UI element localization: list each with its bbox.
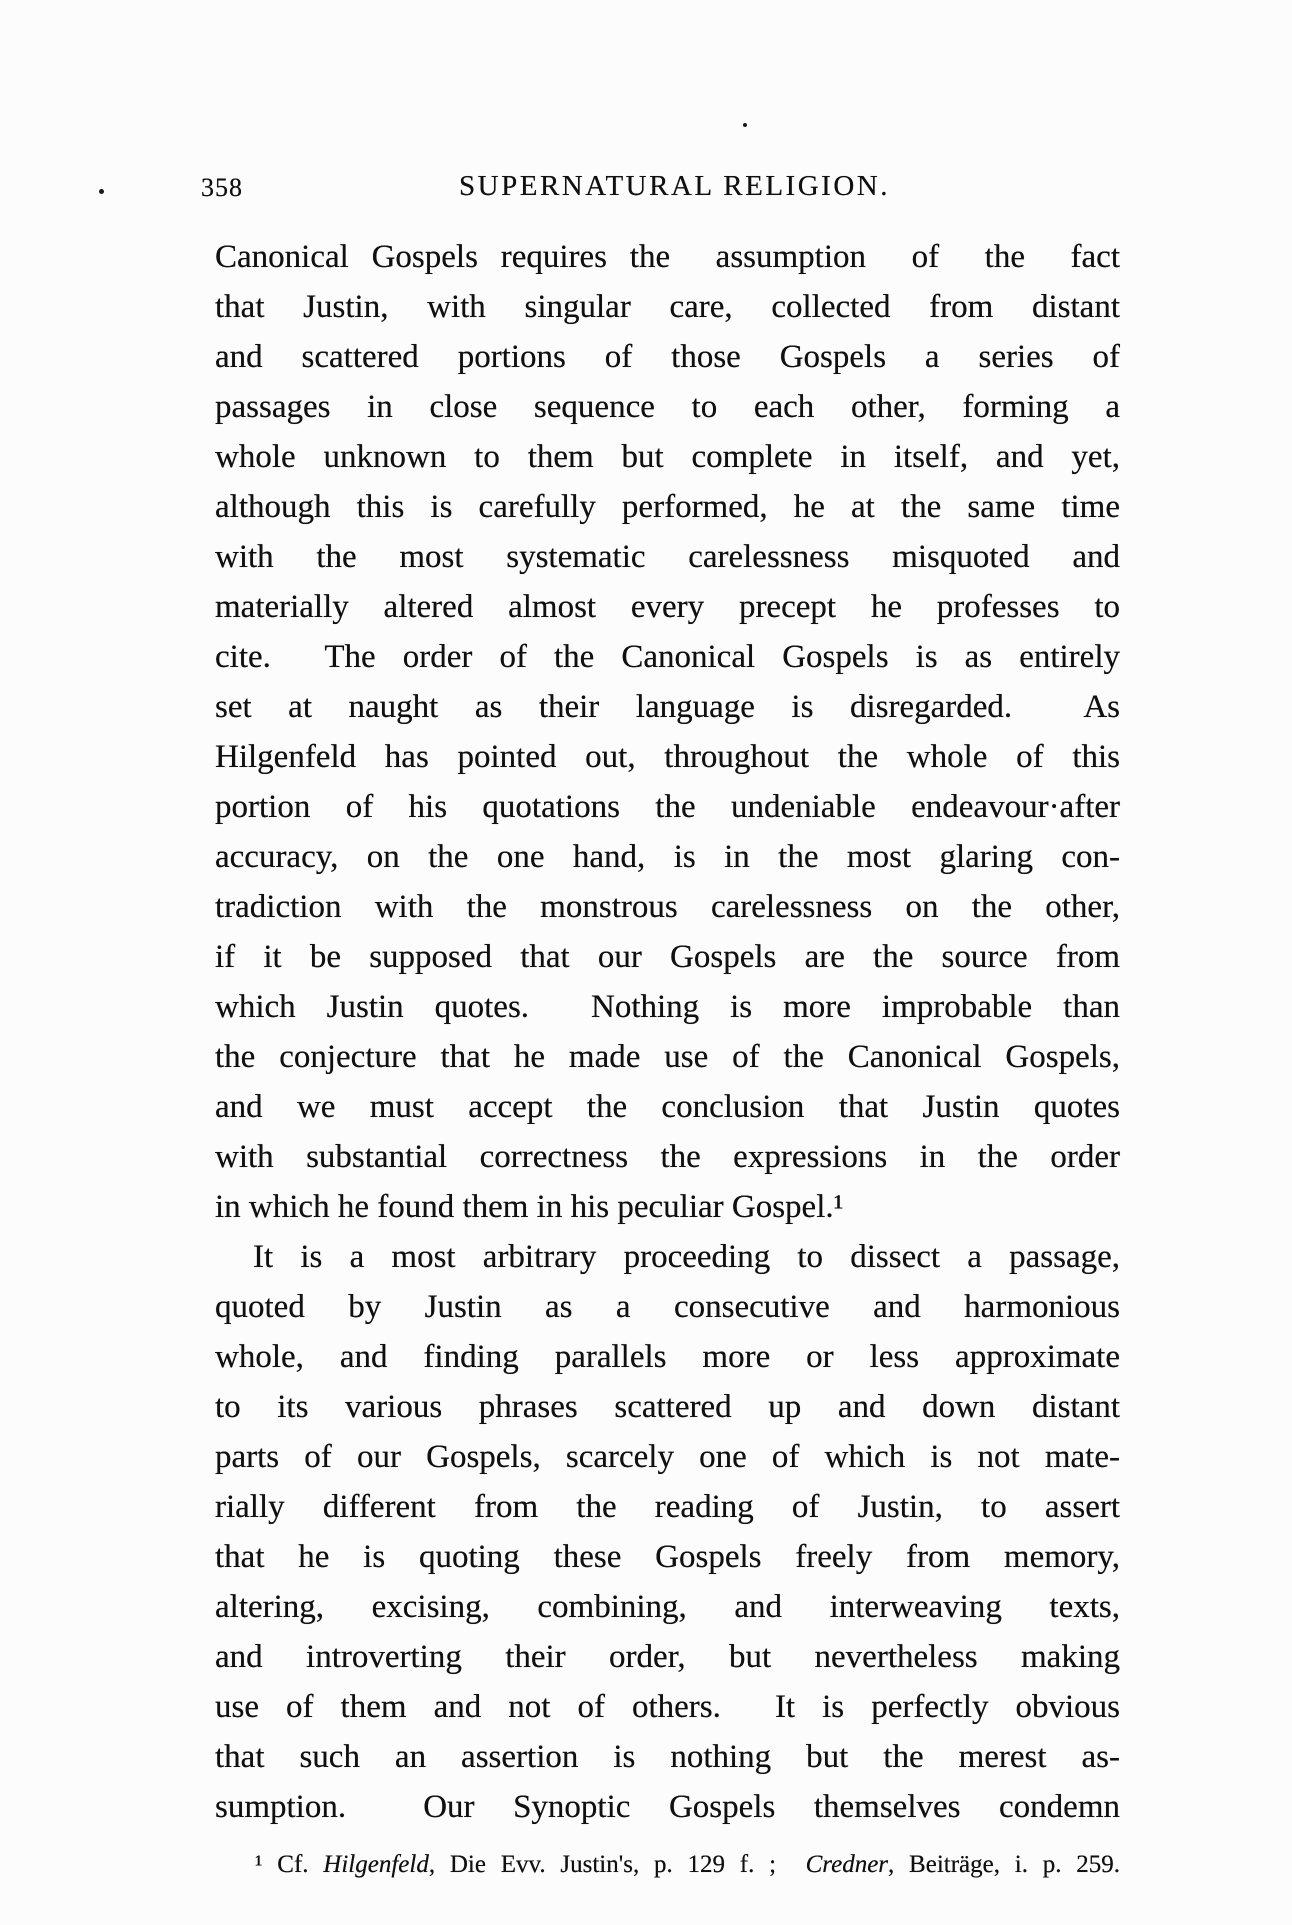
text-line: quoted by Justin as a consecutive and harmonious — [215, 1289, 1120, 1325]
footnote-work-reference: Hilgenfeld — [323, 1851, 429, 1878]
text-line: to its various phrases scattered up and down distant — [215, 1389, 1120, 1425]
text-line: whole, and finding parallels more or less approximate — [215, 1339, 1120, 1375]
text-line: portion of his quotations the undeniable endeavour·after — [215, 789, 1120, 825]
footnote-segment: , Beiträge, i. p. 259. — [888, 1851, 1120, 1878]
text-line: that Justin, with singular care, collected from distant — [215, 289, 1120, 325]
footnote-segment: ¹ Cf. — [255, 1851, 324, 1878]
text-line: rially different from the reading of Justin, to assert — [215, 1489, 1120, 1525]
text-line: that he is quoting these Gospels freely from memory, — [215, 1539, 1120, 1575]
text-line: use of them and not of others. It is perfectly obvious — [215, 1689, 1120, 1725]
text-line: accuracy, on the one hand, is in the most glaring con- — [215, 839, 1120, 875]
text-line: altering, excising, combining, and interweaving texts, — [215, 1589, 1120, 1625]
text-line: materially altered almost every precept he professes to — [215, 589, 1120, 625]
text-line: cite. The order of the Canonical Gospels is as entirely — [215, 639, 1120, 675]
text-line: and we must accept the conclusion that Justin quotes — [215, 1089, 1120, 1125]
scan-dot-icon — [743, 123, 747, 127]
body-text — [215, 232, 1120, 1832]
text-line: set at naught as their language is disregarded. As — [215, 689, 1120, 725]
page-header — [201, 170, 1120, 204]
running-title: SUPERNATURAL RELIGION. — [459, 170, 890, 202]
footnote — [215, 1848, 1120, 1882]
text-line: although this is carefully performed, he at the same time — [215, 489, 1120, 525]
text-line: tradiction with the monstrous carelessness on the other, — [215, 889, 1120, 925]
text-line: that such an assertion is nothing but the merest as- — [215, 1739, 1120, 1775]
text-line: Hilgenfeld has pointed out, throughout the whole of this — [215, 739, 1120, 775]
text-line: Canonical Gospels requires the assumption of the fact — [215, 239, 1120, 275]
text-line: with substantial correctness the expressions in the order — [215, 1139, 1120, 1175]
page-number: 358 — [201, 173, 243, 202]
scan-speck-icon — [99, 189, 104, 194]
text-line: parts of our Gospels, scarcely one of which is not mate- — [215, 1439, 1120, 1475]
text-line: sumption. Our Synoptic Gospels themselves condemn — [215, 1789, 1120, 1825]
text-line: if it be supposed that our Gospels are the source from — [215, 939, 1120, 975]
text-line: in which he found them in his peculiar Gospel.¹ — [215, 1189, 844, 1225]
text-line: and scattered portions of those Gospels a series of — [215, 339, 1120, 375]
footnote-segment: , Die Evv. Justin's, p. 129 f. ; — [428, 1851, 806, 1878]
text-line: which Justin quotes. Nothing is more improbable than — [215, 989, 1120, 1025]
text-line: with the most systematic carelessness misquoted and — [215, 539, 1120, 575]
footnote-work-reference: Credner — [805, 1851, 889, 1878]
text-line: whole unknown to them but complete in itself, and yet, — [215, 439, 1120, 475]
text-line: It is a most arbitrary proceeding to dissect a passage, — [253, 1239, 1120, 1275]
text-line: and introverting their order, but nevertheless making — [215, 1639, 1120, 1675]
text-line: passages in close sequence to each other, forming a — [215, 389, 1120, 425]
text-line: the conjecture that he made use of the Canonical Gospels, — [215, 1039, 1120, 1075]
